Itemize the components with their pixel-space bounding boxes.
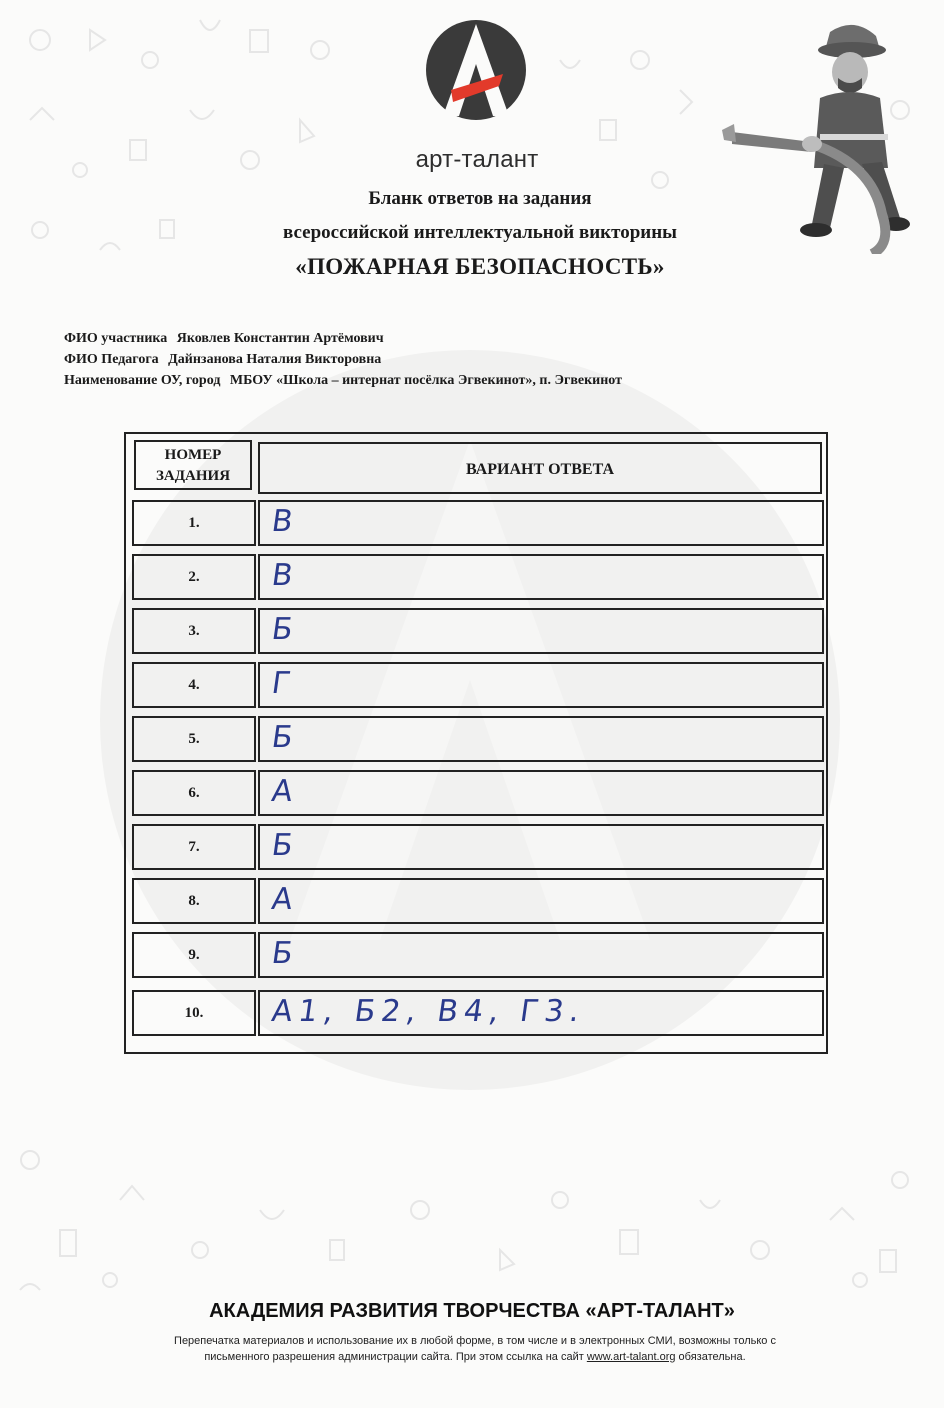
school-row [64,373,622,389]
task-number: 5. [132,716,256,762]
answer-cell[interactable] [258,662,824,708]
teacher-label: ФИО Педагога [64,352,159,367]
table-row [132,716,824,762]
footer-note-text-b: обязательна. [678,1351,746,1363]
task-number: 1. [132,500,256,546]
task-number: 6. [132,770,256,816]
handwritten-answer: Б [269,936,302,971]
task-number: 8. [132,878,256,924]
task-number: 10. [132,990,256,1036]
column-header-number-line1: НОМЕР [164,447,222,463]
form-title: Бланк ответов на задания [368,188,592,209]
task-number: 9. [132,932,256,978]
task-number: 3. [132,608,256,654]
answer-cell[interactable] [258,500,824,546]
handwritten-answer: Г [269,666,299,701]
brand-name: арт-талант [415,146,539,173]
handwritten-answer: А [269,774,301,809]
art-talant-logo-icon [423,12,529,142]
teacher-value: Дайнзанова Наталия Викторовна [168,352,382,367]
participant-value: Яковлев Константин Артёмович [176,331,384,346]
handwritten-answer: Б [269,720,302,755]
teacher-row [64,352,381,368]
site-link[interactable]: www.art-talant.org [586,1351,676,1363]
table-row [132,878,824,924]
handwritten-answer: Б [269,612,302,647]
table-row [132,824,824,870]
school-label: Наименование ОУ, город [64,373,221,388]
handwritten-answer: В [269,558,302,593]
column-header-answer: ВАРИАНТ ОТВЕТА [258,442,822,494]
footer-note-line1: Перепечатка материалов и использование их в любой форме, в том числе и в электронных СМИ, возможны только с [174,1335,776,1347]
answer-cell[interactable] [258,554,824,600]
handwritten-answer: В [269,504,302,539]
form-subtitle: всероссийской интеллектуальной викторины [283,222,677,243]
handwritten-answer: Б [269,828,302,863]
answer-cell[interactable] [258,824,824,870]
answer-cell[interactable] [258,716,824,762]
task-number: 2. [132,554,256,600]
participant-row [64,331,384,347]
column-header-task-number [134,440,252,490]
footer-note-text-a: письменного разрешения администрации сайта. При этом ссылка на сайт [204,1351,584,1363]
table-row [132,770,824,816]
table-row [132,608,824,654]
answer-table [124,432,828,1054]
participant-label: ФИО участника [64,331,168,346]
table-row [132,990,824,1036]
table-row [132,500,824,546]
footer-note-line2 [80,1349,870,1365]
answer-cell[interactable] [258,932,824,978]
quiz-name: «ПОЖАРНАЯ БЕЗОПАСНОСТЬ» [295,254,665,279]
footer-academy-title: АКАДЕМИЯ РАЗВИТИЯ ТВОРЧЕСТВА «АРТ-ТАЛАНТ» [209,1300,735,1322]
answer-cell[interactable] [258,990,824,1036]
table-row [132,662,824,708]
answer-cell[interactable] [258,770,824,816]
handwritten-answer: А [269,882,301,917]
firefighter-illustration-icon [712,14,912,254]
answer-cell[interactable] [258,608,824,654]
task-number: 7. [132,824,256,870]
table-row [132,554,824,600]
handwritten-answer: А1, Б2, В4, Г3. [269,994,588,1029]
task-number: 4. [132,662,256,708]
answer-cell[interactable] [258,878,824,924]
column-header-number-line2: ЗАДАНИЯ [155,468,231,484]
school-value: МБОУ «Школа – интернат посёлка Эгвекинот», п. Эгвекинот [229,373,622,388]
footer-copyright-note [80,1333,870,1365]
table-row [132,932,824,978]
